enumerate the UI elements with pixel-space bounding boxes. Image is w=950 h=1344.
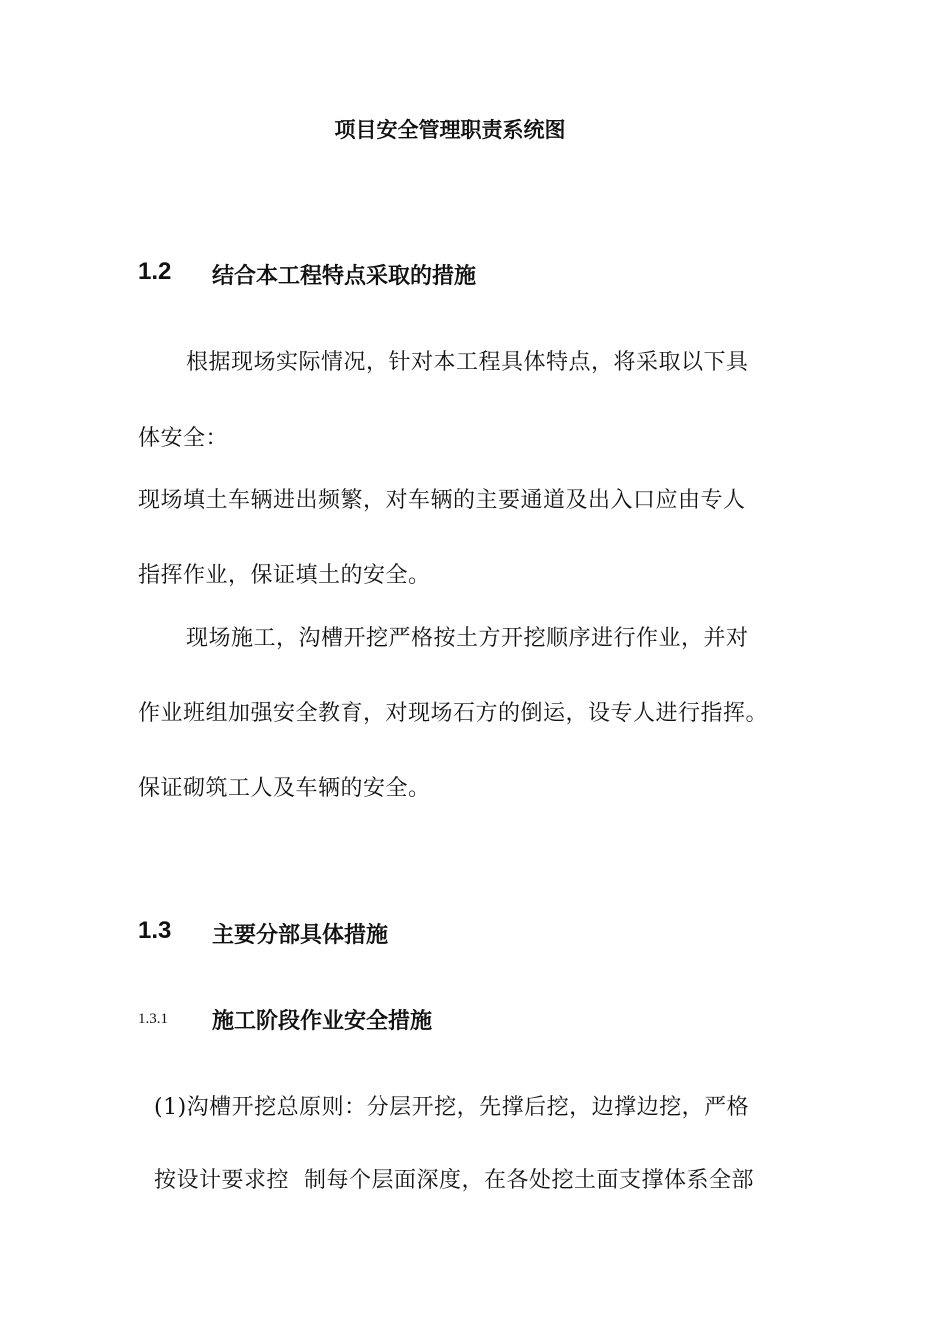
section-number-1-3-1: 1.3.1 xyxy=(138,1011,168,1027)
section-heading-1-3-1: 施工阶段作业安全措施 xyxy=(212,1009,433,1034)
section-number-1-3: 1.3 xyxy=(138,917,172,944)
paragraph-line: 指挥作业，保证填土的安全。 xyxy=(138,563,431,588)
paragraph-line: 体安全： xyxy=(138,426,229,451)
paragraph-line: 作业班组加强安全教育，对现场石方的倒运，设专人进行指挥。 xyxy=(138,701,769,726)
section-number-1-2: 1.2 xyxy=(138,258,172,285)
section-heading-1-3: 主要分部具体措施 xyxy=(212,923,389,948)
section-heading-1-2: 结合本工程特点采取的措施 xyxy=(212,264,477,289)
page-title: 项目安全管理职责系统图 xyxy=(334,118,566,142)
paragraph-line: 保证砌筑工人及车辆的安全。 xyxy=(138,776,431,801)
paragraph-line: 现场施工，沟槽开挖严格按土方开挖顺序进行作业，并对 xyxy=(186,626,749,651)
paragraph-line: (1)沟槽开挖总原则：分层开挖，先撑后挖，边撑边挖，严格 xyxy=(154,1095,750,1120)
paragraph-line: 现场填土车辆进出频繁，对车辆的主要通道及出入口应由专人 xyxy=(138,488,746,513)
paragraph-line: 根据现场实际情况，针对本工程具体特点，将采取以下具 xyxy=(186,350,749,375)
paragraph-line: 按设计要求控 制每个层面深度，在各处挖土面支撑体系全部 xyxy=(154,1168,754,1193)
